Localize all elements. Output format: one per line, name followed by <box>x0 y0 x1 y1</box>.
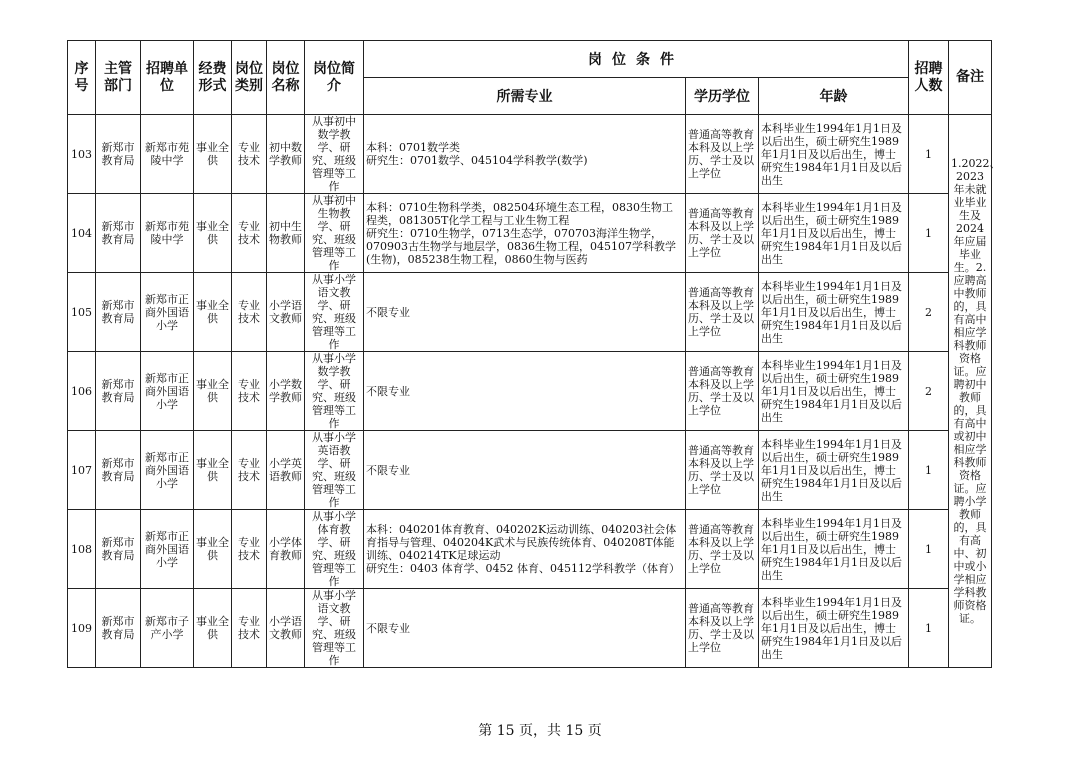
cell-degree: 普通高等教育本科及以上学历、学士及以上学位 <box>686 510 759 589</box>
cell-seq: 109 <box>68 589 96 668</box>
table-row <box>68 115 992 194</box>
cell-age: 本科毕业生1994年1月1日及以后出生，硕士研究生1989年1月1日及以后出生，博士研究生1984年1月1日及以后出生 <box>759 273 909 352</box>
cell-major: 不限专业 <box>364 352 686 431</box>
table-row <box>68 194 992 273</box>
cell-major: 本科：040201体育教育、040202K运动训练、040203社会体育指导与管理、040204K武术与民族传统体育、040208T体能训练、040214TK足球运动 研究生：0403 体育学、0452 体育、045112学科教学（体育） <box>364 510 686 589</box>
cell-category: 专业技术 <box>232 194 267 273</box>
cell-major: 本科：0701数学类 研究生：0701数学、045104学科教学(数学) <box>364 115 686 194</box>
cell-degree: 普通高等教育本科及以上学历、学士及以上学位 <box>686 431 759 510</box>
cell-intro: 从事小学语文教学、研究、班级管理等工作 <box>305 273 364 352</box>
cell-degree: 普通高等教育本科及以上学历、学士及以上学位 <box>686 194 759 273</box>
cell-dept: 新郑市教育局 <box>96 352 141 431</box>
cell-age: 本科毕业生1994年1月1日及以后出生，硕士研究生1989年1月1日及以后出生，博士研究生1984年1月1日及以后出生 <box>759 352 909 431</box>
cell-category: 专业技术 <box>232 115 267 194</box>
cell-intro: 从事小学语文教学、研究、班级管理等工作 <box>305 589 364 668</box>
cell-fund: 事业全供 <box>194 589 232 668</box>
cell-post: 小学数学教师 <box>267 352 305 431</box>
cell-category: 专业技术 <box>232 273 267 352</box>
cell-post: 小学语文教师 <box>267 589 305 668</box>
cell-post: 小学体育教师 <box>267 510 305 589</box>
cell-seq: 104 <box>68 194 96 273</box>
header-fund: 经费形式 <box>194 41 232 115</box>
cell-count: 1 <box>909 115 949 194</box>
cell-degree: 普通高等教育本科及以上学历、学士及以上学位 <box>686 352 759 431</box>
cell-post: 小学英语教师 <box>267 431 305 510</box>
header-post-name: 岗位名称 <box>267 41 305 115</box>
cell-seq: 103 <box>68 115 96 194</box>
cell-major: 不限专业 <box>364 589 686 668</box>
cell-seq: 107 <box>68 431 96 510</box>
table-row <box>68 352 992 431</box>
cell-fund: 事业全供 <box>194 115 232 194</box>
cell-age: 本科毕业生1994年1月1日及以后出生，硕士研究生1989年1月1日及以后出生，博士研究生1984年1月1日及以后出生 <box>759 115 909 194</box>
cell-unit: 新郑市正商外国语小学 <box>141 273 194 352</box>
cell-dept: 新郑市教育局 <box>96 510 141 589</box>
cell-age: 本科毕业生1994年1月1日及以后出生，硕士研究生1989年1月1日及以后出生，博士研究生1984年1月1日及以后出生 <box>759 589 909 668</box>
cell-unit: 新郑市子产小学 <box>141 589 194 668</box>
cell-seq: 105 <box>68 273 96 352</box>
cell-post: 初中数学教师 <box>267 115 305 194</box>
cell-intro: 从事小学数学教学、研究、班级管理等工作 <box>305 352 364 431</box>
cell-unit: 新郑市正商外国语小学 <box>141 510 194 589</box>
cell-fund: 事业全供 <box>194 194 232 273</box>
cell-dept: 新郑市教育局 <box>96 194 141 273</box>
cell-degree: 普通高等教育本科及以上学历、学士及以上学位 <box>686 589 759 668</box>
cell-intro: 从事初中数学教学、研究、班级管理等工作 <box>305 115 364 194</box>
note-cell: 1.2022、2023年未就业毕业生及2024年应届毕业生。2.应聘高中教师的，具有高中相应学科教师资格证。应聘初中教师的，具有高中或初中相应学科教师资格证。应聘小学教师的，具有高中、初中或小学相应学科教师资格证。 <box>949 115 992 668</box>
cell-intro: 从事小学英语教学、研究、班级管理等工作 <box>305 431 364 510</box>
cell-intro: 从事初中生物教学、研究、班级管理等工作 <box>305 194 364 273</box>
header-degree: 学历学位 <box>686 78 759 115</box>
header-intro: 岗位简介 <box>305 41 364 115</box>
cell-seq: 108 <box>68 510 96 589</box>
cell-fund: 事业全供 <box>194 431 232 510</box>
header-note: 备注 <box>949 41 992 115</box>
cell-unit: 新郑市苑陵中学 <box>141 194 194 273</box>
cell-post: 小学语文教师 <box>267 273 305 352</box>
header-dept: 主管部门 <box>96 41 141 115</box>
cell-unit: 新郑市正商外国语小学 <box>141 352 194 431</box>
table-row <box>68 273 992 352</box>
cell-category: 专业技术 <box>232 510 267 589</box>
cell-count: 1 <box>909 431 949 510</box>
header-unit: 招聘单位 <box>141 41 194 115</box>
cell-degree: 普通高等教育本科及以上学历、学士及以上学位 <box>686 115 759 194</box>
cell-dept: 新郑市教育局 <box>96 589 141 668</box>
cell-age: 本科毕业生1994年1月1日及以后出生，硕士研究生1989年1月1日及以后出生，博士研究生1984年1月1日及以后出生 <box>759 194 909 273</box>
cell-major: 不限专业 <box>364 273 686 352</box>
page-footer: 第 15 页，共 15 页 <box>478 723 602 739</box>
header-major: 所需专业 <box>364 78 686 115</box>
header-seq: 序号 <box>68 41 96 115</box>
cell-category: 专业技术 <box>232 352 267 431</box>
cell-degree: 普通高等教育本科及以上学历、学士及以上学位 <box>686 273 759 352</box>
cell-fund: 事业全供 <box>194 352 232 431</box>
table-row <box>68 431 992 510</box>
cell-count: 1 <box>909 510 949 589</box>
cell-count: 2 <box>909 352 949 431</box>
cell-count: 1 <box>909 589 949 668</box>
table-row <box>68 589 992 668</box>
header-conditions: 岗位条件 <box>364 41 909 78</box>
cell-seq: 106 <box>68 352 96 431</box>
header-count: 招聘人数 <box>909 41 949 115</box>
cell-fund: 事业全供 <box>194 510 232 589</box>
cell-category: 专业技术 <box>232 431 267 510</box>
header-age: 年龄 <box>759 78 909 115</box>
cell-unit: 新郑市正商外国语小学 <box>141 431 194 510</box>
cell-dept: 新郑市教育局 <box>96 115 141 194</box>
cell-major: 不限专业 <box>364 431 686 510</box>
cell-major: 本科：0710生物科学类，082504环境生态工程，0830生物工程类，081305T化学工程与工业生物工程 研究生：0710生物学，0713生态学，070703海洋生物学，070903古生物学与地层学，0836生物工程，045107学科教学(生物)，085238生物工程，0860生物与医药 <box>364 194 686 273</box>
cell-fund: 事业全供 <box>194 273 232 352</box>
cell-age: 本科毕业生1994年1月1日及以后出生，硕士研究生1989年1月1日及以后出生，博士研究生1984年1月1日及以后出生 <box>759 431 909 510</box>
recruitment-table <box>67 40 1001 668</box>
cell-count: 2 <box>909 273 949 352</box>
table-row <box>68 510 992 589</box>
cell-count: 1 <box>909 194 949 273</box>
cell-age: 本科毕业生1994年1月1日及以后出生，硕士研究生1989年1月1日及以后出生，博士研究生1984年1月1日及以后出生 <box>759 510 909 589</box>
header-category: 岗位类别 <box>232 41 267 115</box>
cell-intro: 从事小学体育教学、研究、班级管理等工作 <box>305 510 364 589</box>
cell-dept: 新郑市教育局 <box>96 431 141 510</box>
cell-dept: 新郑市教育局 <box>96 273 141 352</box>
cell-unit: 新郑市苑陵中学 <box>141 115 194 194</box>
cell-post: 初中生物教师 <box>267 194 305 273</box>
cell-category: 专业技术 <box>232 589 267 668</box>
